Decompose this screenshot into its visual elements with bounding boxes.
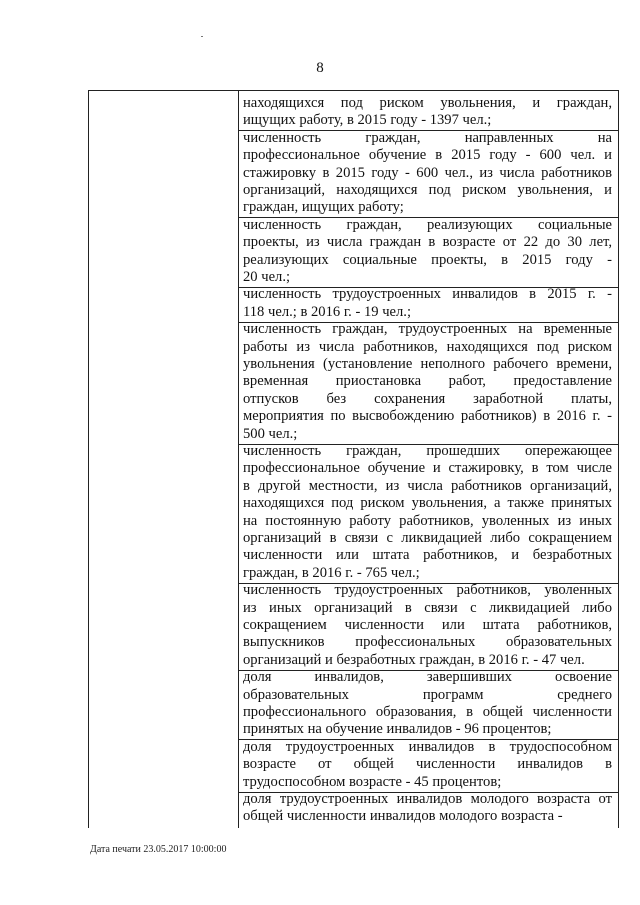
indicator-paragraph	[243, 95, 612, 130]
indicator-line: граждан, в 2016 г. - 765 чел.;	[243, 564, 420, 581]
indicator-line: проекты, из числа граждан в возрасте от 22 до 30 лет,	[243, 234, 612, 251]
print-date-footer: Дата печати 23.05.2017 10:00:00	[90, 844, 227, 855]
indicator-line: временная приостановка работ, предоставление	[243, 373, 612, 390]
indicator-paragraph	[243, 739, 612, 791]
indicator-line: трудоспособном возрасте - 45 процентов;	[243, 773, 502, 790]
scan-speck	[201, 36, 203, 37]
indicator-line: из иных организаций в связи с ликвидацией либо	[243, 599, 612, 616]
document-table	[88, 90, 619, 828]
indicator-line: общей численности инвалидов молодого возраста -	[243, 808, 563, 825]
indicator-line: численность граждан, направленных на	[243, 129, 612, 146]
indicator-line: находящихся под риском увольнения, а также принятых	[243, 495, 612, 512]
indicator-paragraph	[243, 791, 612, 826]
indicator-line: организаций в связи с ликвидацией либо сокращением	[243, 530, 612, 547]
indicator-line: возрасте от общей численности инвалидов в	[243, 756, 612, 773]
indicator-line: численность трудоустроенных работников, уволенных	[243, 582, 612, 599]
indicator-line: в другой местности, из числа работников организаций,	[243, 477, 612, 494]
indicator-paragraph	[243, 669, 612, 739]
indicator-line: мероприятия по высвобождению работников) в 2016 г. -	[243, 408, 612, 425]
indicator-line: организаций, находящихся под риском увольнения, и	[243, 182, 612, 199]
indicator-paragraph	[243, 582, 612, 669]
indicator-line: доля инвалидов, завершивших освоение	[243, 669, 612, 686]
indicator-line: стажировку в 2015 году - 600 чел., из числа работников	[243, 164, 612, 181]
indicator-line: численность граждан, реализующих социальные	[243, 216, 612, 233]
indicator-line: принятых на обучение инвалидов - 96 процентов;	[243, 721, 552, 738]
indicator-line: граждан, ищущих работу;	[243, 199, 404, 216]
indicator-paragraph	[243, 443, 612, 582]
table-left-column	[89, 91, 239, 828]
indicator-line: образовательных программ среднего	[243, 686, 612, 703]
indicator-line: численности или штата работников, и безработных	[243, 547, 612, 564]
indicator-line: 118 чел.; в 2016 г. - 19 чел.;	[243, 303, 412, 320]
indicator-line: профессиональное обучение и стажировку, в том числе	[243, 460, 612, 477]
indicator-line: 500 чел.;	[243, 425, 298, 442]
page-number: 8	[316, 60, 324, 76]
indicator-line: численность граждан, прошедших опережающее	[243, 443, 612, 459]
indicator-line: профессиональное обучение в 2015 году - 600 чел. и	[243, 147, 612, 164]
table-right-column	[239, 91, 618, 828]
indicator-line: увольнения (установление неполного рабочего времени,	[243, 356, 612, 372]
indicator-line: реализующих социальные проекты, в 2015 году -	[243, 251, 612, 268]
indicator-line: организаций и безработных граждан, в 2016 г. - 47 чел.	[243, 651, 585, 668]
indicator-line: на постоянную работу работников, уволенных из иных	[243, 512, 612, 529]
indicator-line: численность трудоустроенных инвалидов в 2015 г. -	[243, 286, 612, 303]
indicator-line: доля трудоустроенных инвалидов молодого возраста от	[243, 791, 612, 807]
indicator-line: профессионального образования, в общей численности	[243, 704, 612, 720]
indicator-line: находящихся под риском увольнения, и граждан,	[243, 95, 612, 111]
indicator-line: 20 чел.;	[243, 269, 291, 286]
indicator-paragraph	[243, 286, 612, 321]
indicator-paragraph	[243, 217, 612, 287]
indicator-paragraph	[243, 130, 612, 217]
indicator-line: работы из числа работников, находящихся под риском	[243, 338, 612, 355]
indicator-line: отпусков без сохранения заработной платы,	[243, 390, 612, 407]
indicator-line: сокращением численности или штата работников,	[243, 617, 612, 633]
indicator-line: ищущих работу, в 2015 году - 1397 чел.;	[243, 112, 492, 129]
indicator-line: выпускников профессиональных образовательных	[243, 634, 612, 651]
indicator-paragraph	[243, 321, 612, 443]
indicator-line: доля трудоустроенных инвалидов в трудоспособном	[243, 738, 612, 755]
indicator-line: численность граждан, трудоустроенных на временные	[243, 321, 612, 338]
